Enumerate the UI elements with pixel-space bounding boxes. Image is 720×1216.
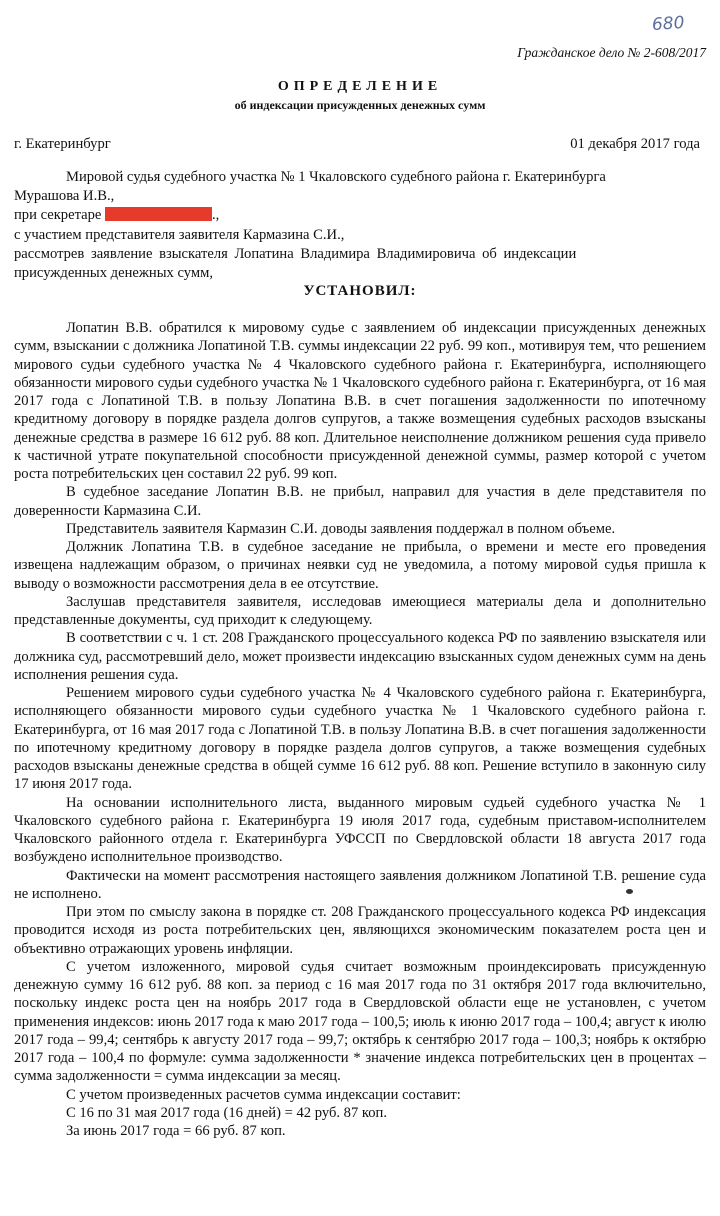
section-heading: УСТАНОВИЛ: bbox=[303, 283, 417, 299]
paragraph: За июнь 2017 года = 66 руб. 87 коп. bbox=[66, 1123, 286, 1139]
paragraph: С учетом произведенных расчетов сумма индексации составит: bbox=[66, 1086, 461, 1103]
document-subtitle: об индексации присужденных денежных сумм bbox=[234, 98, 486, 112]
redaction-mark bbox=[105, 207, 212, 221]
considered-line-2: присужденных денежных сумм, bbox=[14, 265, 214, 281]
secretary-line bbox=[14, 206, 219, 224]
considered-line-1: рассмотрев заявление взыскателя Лопатина Владимира Владимировича об индексации bbox=[14, 246, 577, 262]
paragraph: С 16 по 31 мая 2017 года (16 дней) = 42 руб. 87 коп. bbox=[66, 1104, 388, 1121]
document-body bbox=[14, 319, 706, 1140]
case-reference: Гражданское дело № 2-608/2017 bbox=[517, 45, 706, 60]
paragraph: Должник Лопатина Т.В. в судебное заседание не прибыла, о времени и месте его проведения извещена надлежащим образом, о причинах неявки суд не уведомила, а потому мировой судья пришла к выводу о возможности рассмотрения дела в ее отсутствие. bbox=[14, 539, 706, 592]
judge-line-1: Мировой судья судебного участка № 1 Чкаловского судебного района г. Екатеринбурга bbox=[66, 169, 606, 185]
paragraph: Заслушав представителя заявителя, исследовав имеющиеся материалы дела и дополнительно представленные документы, суд приходит к следующему. bbox=[14, 593, 706, 628]
paragraph: В судебное заседание Лопатин В.В. не прибыл, направил для участия в деле представителя по доверенности Кармазина С.И. bbox=[14, 484, 706, 519]
document-date: 01 декабря 2017 года bbox=[570, 136, 700, 152]
paragraph: Решением мирового судьи судебного участка № 4 Чкаловского судебного района г. Екатеринбурга, исполняющего обязанности мирового судьи судебного участка № 1 Чкаловского судебного района г. Екатеринбурга, от 16 мая 2017 года с Лопатиной Т.В. в пользу Лопатина В.В. в счет погашения задолженности по ипотечному кредитному договору в порядке раздела долгов супругов, а также возмещения судебных расходов взысканы денежные средства в общей сумме 16 612 руб. 88 коп. Решение вступило в законную силу 17 июня 2017 года. bbox=[14, 685, 706, 793]
secretary-suffix: ., bbox=[212, 207, 220, 223]
paragraph: Лопатин В.В. обратился к мировому судье с заявлением об индексации присужденных денежных сумм, взыскании с должника Лопатиной Т.В. суммы индексации 22 руб. 99 коп., мотивируя тем, что решением мирового судьи судебного участка № 4 Чкаловского судебного района г. Екатеринбурга, исполняющего обязанности мирового судьи судебного участка № 1 Чкаловского судебного района г. Екатеринбурга, от 16 мая 2017 года с Лопатиной Т.В. в пользу Лопатина В.В. в счет погашения задолженности по ипотечному кредитному договору в порядке раздела долгов супругов, а также возмещения судебных расходов взысканы денежные средства в размере 16 612 руб. 88 коп. Длительное неисполнение должником решения суда привело к частичной утрате покупательной способности присужденной денежной суммы, размер которой с учетом роста потребительских цен составил 22 руб. 99 коп. bbox=[14, 320, 706, 482]
document-title: ОПРЕДЕЛЕНИЕ bbox=[277, 79, 443, 94]
paragraph: На основании исполнительного листа, выданного мировым судьей судебного участка № 1 Чкаловского судебного района г. Екатеринбурга 19 июля 2017 года, судебным приставом-исполнителем Чкаловского районного отдела г. Екатеринбурга УФССП по Свердловской области 18 августа 2017 года возбуждено исполнительное производство. bbox=[14, 794, 706, 866]
place: г. Екатеринбург bbox=[14, 136, 111, 152]
paragraph: Фактически на момент рассмотрения настоящего заявления должником Лопатиной Т.В. решение суда не исполнено. bbox=[14, 867, 706, 902]
paragraph: В соответствии с ч. 1 ст. 208 Гражданского процессуального кодекса РФ по заявлению взыскателя или должника суд, рассмотревший дело, может произвести индексацию взысканных судом денежных сумм на день исполнения решения суда. bbox=[14, 630, 706, 683]
representative-line: с участием представителя заявителя Кармазина С.И., bbox=[14, 227, 345, 243]
judge-line-2: Мурашова И.В., bbox=[14, 188, 115, 204]
ink-dot bbox=[626, 889, 633, 894]
paragraph: Представитель заявителя Кармазин С.И. доводы заявления поддержал в полном объеме. bbox=[66, 520, 616, 537]
paragraph: С учетом изложенного, мировой судья считает возможным проиндексировать присужденную денежную сумму 16 612 руб. 88 коп. за период с 16 мая 2017 года по 31 октября 2017 года включительно, поскольку индекс роста цен на ноябрь 2017 года в Свердловской области еще не установлен, с учетом применения индексов: июнь 2017 года к маю 2017 года – 100,5; июль к июню 2017 года – 100,4; август к июлю 2017 года – 99,4; сентябрь к августу 2017 года – 99,7; октябрь к сентябрю 2017 года – 100,3; ноябрь к октябрю 2017 года – 100,4 по формуле: сумма задолженности * значение индекса потребительских цен в процентах – сумма задолженности = сумма индексации за месяц. bbox=[14, 958, 706, 1085]
secretary-prefix: при секретаре bbox=[14, 207, 102, 223]
handwritten-page-number: 680 bbox=[651, 12, 686, 36]
paragraph: При этом по смыслу закона в порядке ст. 208 Гражданского процессуального кодекса РФ индексация проводится исходя из роста потребительских цен, являющихся экономическим показателем роста цен и объективно отражающих уровень инфляции. bbox=[14, 904, 706, 957]
